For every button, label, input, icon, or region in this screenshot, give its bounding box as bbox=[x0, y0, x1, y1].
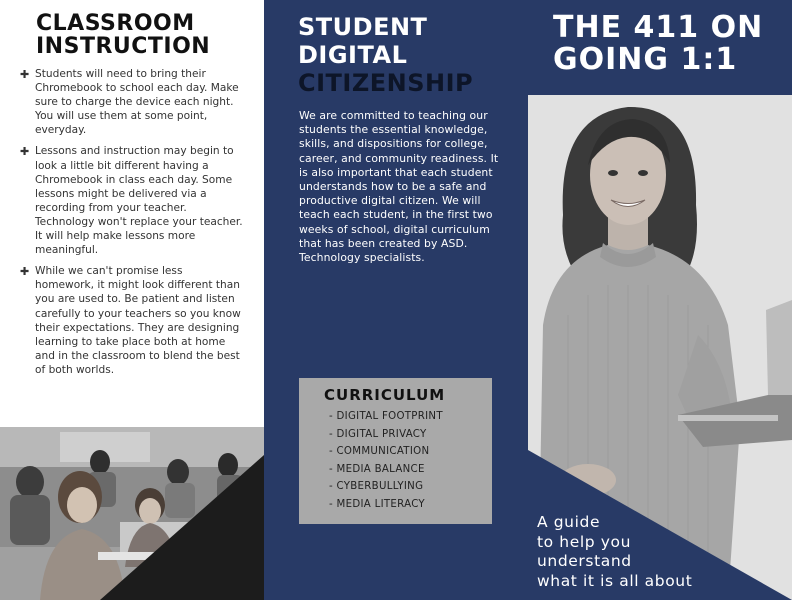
heading-line-student: STUDENT bbox=[298, 13, 428, 41]
classroom-instruction-panel bbox=[0, 0, 264, 600]
guide-line: understand bbox=[537, 552, 632, 571]
heading-line-digital: DIGITAL bbox=[298, 41, 408, 69]
list-item-text: While we can't promise less homework, it might look different than you are used to. Be patient and listen carefully to your teachers so you know their expectations. They are designing learning to take place both at home and in the classroom to blend the best of both worlds. bbox=[35, 265, 241, 376]
curriculum-item: - DIGITAL PRIVACY bbox=[329, 428, 427, 440]
list-item bbox=[20, 144, 244, 257]
dark-corner-wedge bbox=[0, 427, 264, 600]
list-item-text: Lessons and instruction may begin to look a little bit different having a Chromebook in class each day. Some lessons might be delivered via a recording from your teacher. Technology won't replace your teacher. It will help make lessons more meaningful. bbox=[35, 145, 243, 257]
plus-icon: ✚ bbox=[20, 265, 30, 279]
curriculum-item: - DIGITAL FOOTPRINT bbox=[329, 411, 443, 422]
classroom-instruction-list bbox=[20, 67, 244, 384]
heading-line-citizenship: CITIZENSHIP bbox=[298, 69, 474, 97]
plus-icon: ✚ bbox=[20, 68, 30, 81]
curriculum-item: - MEDIA LITERACY bbox=[329, 498, 425, 510]
curriculum-item: - COMMUNICATION bbox=[329, 446, 430, 458]
cover-header bbox=[528, 0, 792, 95]
list-item bbox=[20, 67, 244, 137]
curriculum-list bbox=[329, 408, 443, 514]
curriculum-item: - CYBERBULLYING bbox=[329, 481, 424, 493]
list-item bbox=[20, 264, 244, 377]
plus-icon: ✚ bbox=[20, 145, 30, 159]
guide-tagline bbox=[537, 513, 787, 591]
curriculum-box bbox=[299, 378, 492, 524]
digital-citizenship-heading bbox=[298, 13, 518, 97]
guide-line: to help you bbox=[537, 532, 631, 551]
classroom-instruction-heading: CLASSROOM INSTRUCTION bbox=[36, 11, 211, 59]
curriculum-heading: CURRICULUM bbox=[324, 386, 446, 404]
list-item-text: Students will need to bring their Chromebook to school each day. Make sure to charge the device each night. You will use them at some point, everyday. bbox=[35, 68, 239, 137]
curriculum-item: - MEDIA BALANCE bbox=[329, 463, 425, 475]
guide-line: A guide bbox=[537, 513, 601, 531]
cover-title: THE 411 ON GOING 1:1 bbox=[553, 10, 764, 77]
guide-line: what it is all about bbox=[537, 571, 693, 590]
cover-panel bbox=[528, 0, 792, 600]
digital-citizenship-panel bbox=[264, 0, 528, 600]
citizenship-body-text: We are committed to teaching our students the essential knowledge, skills, and dispositions for college, career, and community readiness. It is also important that each student understands how to be a safe and productive digital citizen. We will teach each student, in the first two weeks of school, digital curriculum that has been created by ASD. Technology specialists. bbox=[299, 109, 499, 265]
